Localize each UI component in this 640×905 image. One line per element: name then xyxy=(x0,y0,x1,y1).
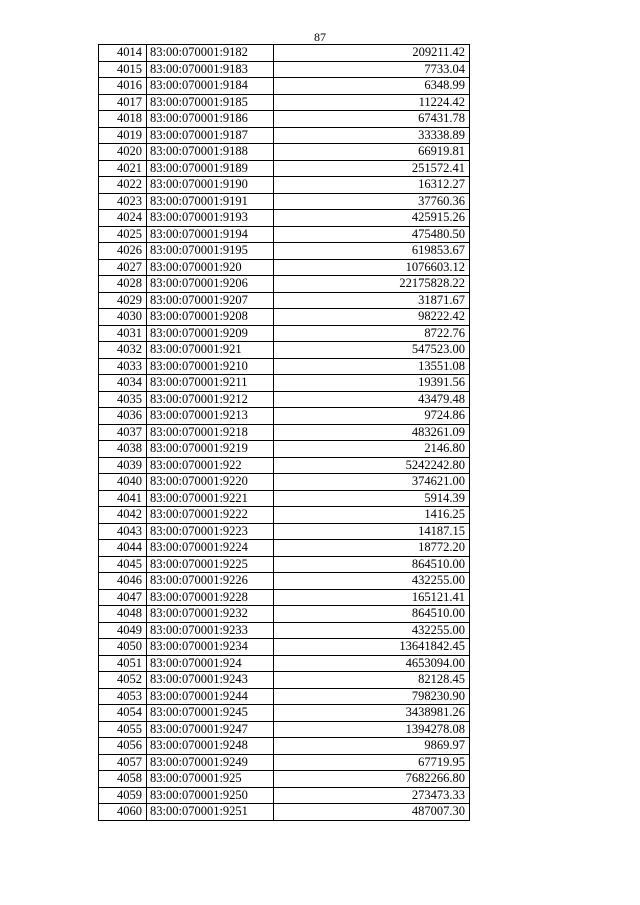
row-number-cell: 4056 xyxy=(99,738,147,755)
table-row xyxy=(99,259,470,276)
table-row xyxy=(99,424,470,441)
value-cell: 483261.09 xyxy=(274,424,470,441)
table-row xyxy=(99,61,470,78)
row-number-cell: 4019 xyxy=(99,127,147,144)
value-cell: 619853.67 xyxy=(274,243,470,260)
row-number-cell: 4041 xyxy=(99,490,147,507)
value-cell: 209211.42 xyxy=(274,45,470,62)
table-row xyxy=(99,111,470,128)
cadastral-number-cell: 83:00:070001:9221 xyxy=(147,490,274,507)
value-cell: 22175828.22 xyxy=(274,276,470,293)
value-cell: 432255.00 xyxy=(274,622,470,639)
value-cell: 864510.00 xyxy=(274,606,470,623)
row-number-cell: 4042 xyxy=(99,507,147,524)
cadastral-number-cell: 83:00:070001:9244 xyxy=(147,688,274,705)
table-row xyxy=(99,276,470,293)
row-number-cell: 4057 xyxy=(99,754,147,771)
cadastral-number-cell: 83:00:070001:9250 xyxy=(147,787,274,804)
value-cell: 475480.50 xyxy=(274,226,470,243)
cadastral-number-cell: 83:00:070001:9184 xyxy=(147,78,274,95)
row-number-cell: 4035 xyxy=(99,391,147,408)
table-row xyxy=(99,160,470,177)
value-cell: 864510.00 xyxy=(274,556,470,573)
cadastral-number-cell: 83:00:070001:9193 xyxy=(147,210,274,227)
table-row xyxy=(99,177,470,194)
table-row xyxy=(99,540,470,557)
row-number-cell: 4046 xyxy=(99,573,147,590)
value-cell: 18772.20 xyxy=(274,540,470,557)
row-number-cell: 4023 xyxy=(99,193,147,210)
row-number-cell: 4025 xyxy=(99,226,147,243)
cadastral-number-cell: 83:00:070001:9243 xyxy=(147,672,274,689)
row-number-cell: 4024 xyxy=(99,210,147,227)
table-row xyxy=(99,655,470,672)
table-row xyxy=(99,672,470,689)
table-row xyxy=(99,622,470,639)
value-cell: 3438981.26 xyxy=(274,705,470,722)
row-number-cell: 4043 xyxy=(99,523,147,540)
value-cell: 273473.33 xyxy=(274,787,470,804)
row-number-cell: 4050 xyxy=(99,639,147,656)
value-cell: 5914.39 xyxy=(274,490,470,507)
row-number-cell: 4045 xyxy=(99,556,147,573)
row-number-cell: 4034 xyxy=(99,375,147,392)
table-row xyxy=(99,804,470,821)
row-number-cell: 4054 xyxy=(99,705,147,722)
cadastral-number-cell: 83:00:070001:9186 xyxy=(147,111,274,128)
value-cell: 13551.08 xyxy=(274,358,470,375)
row-number-cell: 4032 xyxy=(99,342,147,359)
cadastral-number-cell: 83:00:070001:9188 xyxy=(147,144,274,161)
page-number: 87 xyxy=(314,30,326,44)
row-number-cell: 4039 xyxy=(99,457,147,474)
table-row xyxy=(99,556,470,573)
cadastral-number-cell: 83:00:070001:9183 xyxy=(147,61,274,78)
cadastral-number-cell: 83:00:070001:9189 xyxy=(147,160,274,177)
value-cell: 33338.89 xyxy=(274,127,470,144)
row-number-cell: 4058 xyxy=(99,771,147,788)
row-number-cell: 4028 xyxy=(99,276,147,293)
row-number-cell: 4055 xyxy=(99,721,147,738)
cadastral-number-cell: 83:00:070001:9185 xyxy=(147,94,274,111)
cadastral-number-cell: 83:00:070001:925 xyxy=(147,771,274,788)
table-row xyxy=(99,226,470,243)
cadastral-number-cell: 83:00:070001:9226 xyxy=(147,573,274,590)
table-body xyxy=(99,45,470,821)
cadastral-number-cell: 83:00:070001:9234 xyxy=(147,639,274,656)
row-number-cell: 4031 xyxy=(99,325,147,342)
table-row xyxy=(99,243,470,260)
row-number-cell: 4037 xyxy=(99,424,147,441)
row-number-cell: 4018 xyxy=(99,111,147,128)
row-number-cell: 4052 xyxy=(99,672,147,689)
value-cell: 1076603.12 xyxy=(274,259,470,276)
value-cell: 4653094.00 xyxy=(274,655,470,672)
table-row xyxy=(99,325,470,342)
cadastral-number-cell: 83:00:070001:921 xyxy=(147,342,274,359)
row-number-cell: 4049 xyxy=(99,622,147,639)
value-cell: 1394278.08 xyxy=(274,721,470,738)
cadastral-number-cell: 83:00:070001:9233 xyxy=(147,622,274,639)
value-cell: 374621.00 xyxy=(274,474,470,491)
cadastral-number-cell: 83:00:070001:9182 xyxy=(147,45,274,62)
table-row xyxy=(99,787,470,804)
table-row xyxy=(99,342,470,359)
value-cell: 14187.15 xyxy=(274,523,470,540)
table-row xyxy=(99,94,470,111)
cadastral-number-cell: 83:00:070001:9195 xyxy=(147,243,274,260)
row-number-cell: 4033 xyxy=(99,358,147,375)
table-row xyxy=(99,78,470,95)
value-cell: 8722.76 xyxy=(274,325,470,342)
value-cell: 31871.67 xyxy=(274,292,470,309)
table-row xyxy=(99,589,470,606)
value-cell: 67719.95 xyxy=(274,754,470,771)
table-row xyxy=(99,771,470,788)
row-number-cell: 4053 xyxy=(99,688,147,705)
value-cell: 82128.45 xyxy=(274,672,470,689)
cadastral-number-cell: 83:00:070001:9191 xyxy=(147,193,274,210)
value-cell: 7733.04 xyxy=(274,61,470,78)
table-row xyxy=(99,639,470,656)
value-cell: 432255.00 xyxy=(274,573,470,590)
cadastral-number-cell: 83:00:070001:9213 xyxy=(147,408,274,425)
table-row xyxy=(99,292,470,309)
value-cell: 547523.00 xyxy=(274,342,470,359)
table-row xyxy=(99,721,470,738)
row-number-cell: 4038 xyxy=(99,441,147,458)
table-row xyxy=(99,309,470,326)
table-row xyxy=(99,573,470,590)
table-row xyxy=(99,457,470,474)
table-row xyxy=(99,523,470,540)
cadastral-number-cell: 83:00:070001:9223 xyxy=(147,523,274,540)
cadastral-number-cell: 83:00:070001:9224 xyxy=(147,540,274,557)
value-cell: 1416.25 xyxy=(274,507,470,524)
table-row xyxy=(99,127,470,144)
row-number-cell: 4030 xyxy=(99,309,147,326)
row-number-cell: 4020 xyxy=(99,144,147,161)
value-cell: 67431.78 xyxy=(274,111,470,128)
value-cell: 13641842.45 xyxy=(274,639,470,656)
cadastral-number-cell: 83:00:070001:9218 xyxy=(147,424,274,441)
cadastral-number-cell: 83:00:070001:9247 xyxy=(147,721,274,738)
cadastral-number-cell: 83:00:070001:9225 xyxy=(147,556,274,573)
data-table xyxy=(98,44,470,821)
row-number-cell: 4036 xyxy=(99,408,147,425)
cadastral-number-cell: 83:00:070001:9207 xyxy=(147,292,274,309)
table-row xyxy=(99,754,470,771)
value-cell: 19391.56 xyxy=(274,375,470,392)
value-cell: 37760.36 xyxy=(274,193,470,210)
value-cell: 798230.90 xyxy=(274,688,470,705)
cadastral-number-cell: 83:00:070001:9190 xyxy=(147,177,274,194)
value-cell: 9724.86 xyxy=(274,408,470,425)
table-row xyxy=(99,45,470,62)
value-cell: 11224.42 xyxy=(274,94,470,111)
row-number-cell: 4047 xyxy=(99,589,147,606)
table-row xyxy=(99,441,470,458)
table-row xyxy=(99,375,470,392)
row-number-cell: 4027 xyxy=(99,259,147,276)
row-number-cell: 4017 xyxy=(99,94,147,111)
cadastral-number-cell: 83:00:070001:9208 xyxy=(147,309,274,326)
cadastral-number-cell: 83:00:070001:9232 xyxy=(147,606,274,623)
row-number-cell: 4051 xyxy=(99,655,147,672)
table-row xyxy=(99,193,470,210)
value-cell: 251572.41 xyxy=(274,160,470,177)
cadastral-number-cell: 83:00:070001:9219 xyxy=(147,441,274,458)
value-cell: 43479.48 xyxy=(274,391,470,408)
cadastral-number-cell: 83:00:070001:9245 xyxy=(147,705,274,722)
row-number-cell: 4026 xyxy=(99,243,147,260)
cadastral-number-cell: 83:00:070001:9251 xyxy=(147,804,274,821)
value-cell: 9869.97 xyxy=(274,738,470,755)
cadastral-number-cell: 83:00:070001:9206 xyxy=(147,276,274,293)
value-cell: 16312.27 xyxy=(274,177,470,194)
cadastral-number-cell: 83:00:070001:920 xyxy=(147,259,274,276)
row-number-cell: 4059 xyxy=(99,787,147,804)
table-row xyxy=(99,210,470,227)
value-cell: 2146.80 xyxy=(274,441,470,458)
cadastral-number-cell: 83:00:070001:9209 xyxy=(147,325,274,342)
row-number-cell: 4044 xyxy=(99,540,147,557)
value-cell: 165121.41 xyxy=(274,589,470,606)
cadastral-number-cell: 83:00:070001:924 xyxy=(147,655,274,672)
row-number-cell: 4016 xyxy=(99,78,147,95)
row-number-cell: 4021 xyxy=(99,160,147,177)
value-cell: 487007.30 xyxy=(274,804,470,821)
cadastral-number-cell: 83:00:070001:9211 xyxy=(147,375,274,392)
value-cell: 7682266.80 xyxy=(274,771,470,788)
cadastral-number-cell: 83:00:070001:9212 xyxy=(147,391,274,408)
row-number-cell: 4014 xyxy=(99,45,147,62)
table-row xyxy=(99,490,470,507)
table-row xyxy=(99,391,470,408)
table-row xyxy=(99,358,470,375)
cadastral-number-cell: 83:00:070001:9222 xyxy=(147,507,274,524)
table-row xyxy=(99,606,470,623)
value-cell: 66919.81 xyxy=(274,144,470,161)
table-row xyxy=(99,738,470,755)
cadastral-number-cell: 83:00:070001:9249 xyxy=(147,754,274,771)
value-cell: 6348.99 xyxy=(274,78,470,95)
value-cell: 5242242.80 xyxy=(274,457,470,474)
table-row xyxy=(99,688,470,705)
row-number-cell: 4029 xyxy=(99,292,147,309)
cadastral-number-cell: 83:00:070001:922 xyxy=(147,457,274,474)
row-number-cell: 4015 xyxy=(99,61,147,78)
value-cell: 98222.42 xyxy=(274,309,470,326)
row-number-cell: 4040 xyxy=(99,474,147,491)
value-cell: 425915.26 xyxy=(274,210,470,227)
table-row xyxy=(99,408,470,425)
cadastral-number-cell: 83:00:070001:9248 xyxy=(147,738,274,755)
cadastral-number-cell: 83:00:070001:9220 xyxy=(147,474,274,491)
table-row xyxy=(99,474,470,491)
table-row xyxy=(99,705,470,722)
cadastral-number-cell: 83:00:070001:9187 xyxy=(147,127,274,144)
cadastral-number-cell: 83:00:070001:9194 xyxy=(147,226,274,243)
row-number-cell: 4060 xyxy=(99,804,147,821)
table-row xyxy=(99,507,470,524)
row-number-cell: 4022 xyxy=(99,177,147,194)
cadastral-number-cell: 83:00:070001:9228 xyxy=(147,589,274,606)
row-number-cell: 4048 xyxy=(99,606,147,623)
table-row xyxy=(99,144,470,161)
cadastral-number-cell: 83:00:070001:9210 xyxy=(147,358,274,375)
